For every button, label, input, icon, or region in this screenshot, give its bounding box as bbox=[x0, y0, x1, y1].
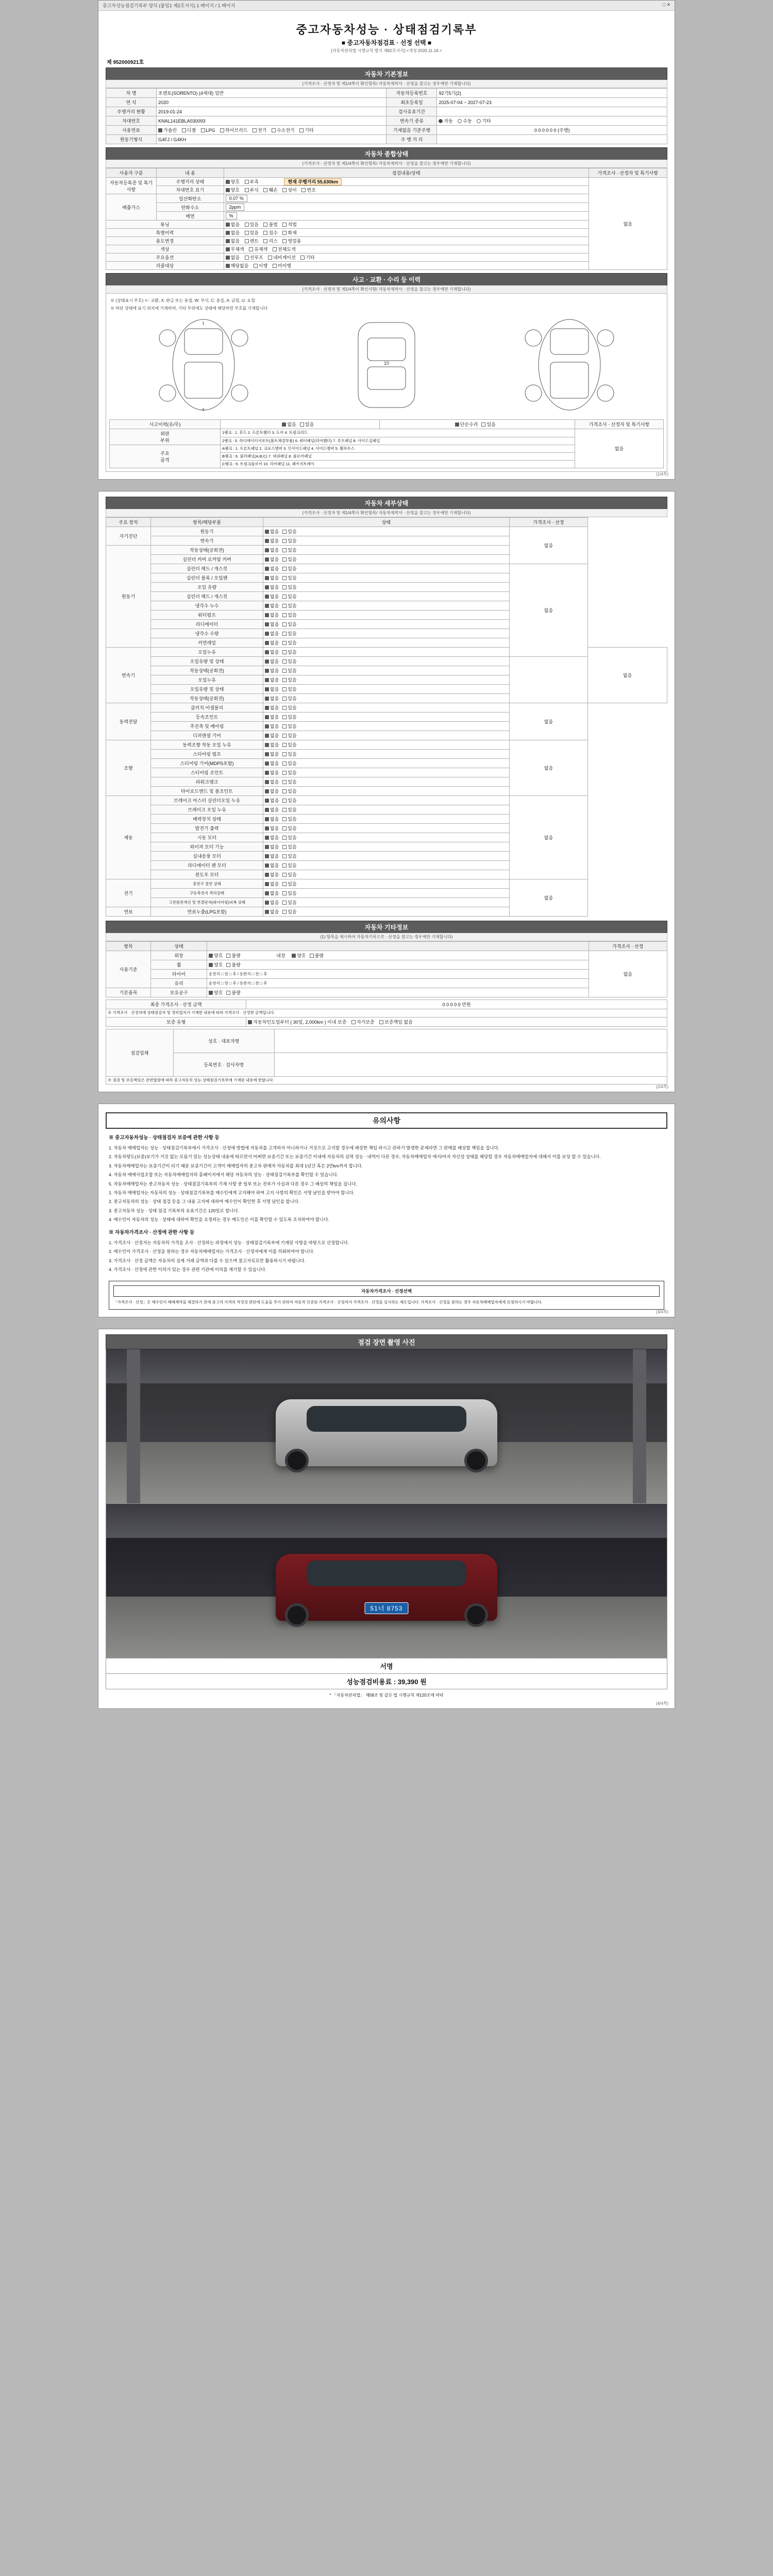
company-table bbox=[106, 1029, 667, 1084]
detail-item-1-2: 실린더 헤드 / 개스킷 bbox=[151, 564, 263, 573]
other-item-3: 유리 bbox=[151, 979, 207, 988]
overall-state-2[interactable]: 0.07 % bbox=[224, 194, 589, 203]
page-number-4: (4/4쪽) bbox=[656, 1701, 668, 1706]
photo-section-title: 점검 장면 촬영 사진 bbox=[106, 1334, 667, 1349]
overall-state-9[interactable]: 없음 선루프 내비게이션 기타 bbox=[224, 253, 589, 262]
detail-state-4-3[interactable]: 없음 있음 bbox=[263, 768, 509, 777]
accident-section-line-0: 1랭크 : 1. 후드 2. 프론트휀더 3. 도어 4. 트렁크리드 bbox=[221, 429, 575, 437]
other-col-1: 상태 bbox=[151, 942, 207, 951]
overall-remark: 없음 bbox=[589, 178, 667, 270]
basic-label-0: 차 명 bbox=[106, 89, 157, 98]
photo-car-rear bbox=[276, 1554, 497, 1621]
final-price-table bbox=[106, 999, 667, 1026]
detail-state-2-3[interactable]: 없음 있음 bbox=[263, 675, 509, 685]
detail-item-1-6: 냉각수 누수 bbox=[151, 601, 263, 611]
detail-item-5-4: 시동 모터 bbox=[151, 833, 263, 842]
notice-item-1-3: 4. 자동차 매매사업조합 또는 자동차매매업자의 홈페이지에서 해당 자동차의 성능 · 상태점검기록부를 확인할 수 있습니다. bbox=[109, 1172, 339, 1178]
notice-item-1-2: 3. 자동차매매업자는 보증기간이 되기 때문 보증기간이 고객이 매매업자의 중고차 판매자 자동차를 최대 1년간 혹은 2만km까지 합니다. bbox=[109, 1163, 363, 1168]
company-label: 점검업체 bbox=[106, 1029, 174, 1076]
detail-item-5-2: 배력장치 상태 bbox=[151, 815, 263, 824]
accident-section-line-3: B랭크 : 6. 필러패널(A,B,C) 7. 대쉬패널 8. 플로어패널 bbox=[221, 453, 575, 461]
detail-item-3-0: 클러치 어셈블리 bbox=[151, 703, 263, 713]
other-item-2: 타이어 bbox=[151, 970, 207, 979]
detail-result-4: 없음 bbox=[509, 740, 587, 796]
basic-label2-2: 검사유효기간 bbox=[386, 107, 437, 116]
basic-label-5: 원동기형식 bbox=[106, 135, 157, 144]
company-value-0 bbox=[274, 1029, 667, 1053]
basic-value-5: G4FJ / G4KH bbox=[157, 135, 386, 144]
basic-value-1: 2020 bbox=[157, 98, 386, 107]
detail-item-1-4: 오일 유량 bbox=[151, 583, 263, 592]
notice-heading-1: ※ 중고자동차성능 · 상태점검자 보증에 관한 사항 등 bbox=[109, 1134, 220, 1141]
detail-item-2-0: 오일누유 bbox=[151, 648, 263, 657]
basic-value-0: 쏘렌토(SORENTO) (4세대) 일반 bbox=[157, 89, 386, 98]
diagram-note-2: ※ 하단 상태에 표기 위치에 기재하며, 기타 부위에도 상태에 해당하면 부호를 기재합니다 bbox=[110, 306, 268, 311]
accident-footer-value: 없음 bbox=[575, 429, 664, 468]
final-price-note: ※ 가격조사 · 산정자에 상태점검자 및 정비업자가 기재한 내용에 따라 가격조사 · 산정한 금액입니다. bbox=[106, 1009, 667, 1017]
accident-section-name-0: 외판 부위 bbox=[110, 429, 221, 445]
detail-state-1-1[interactable]: 없음 있음 bbox=[263, 555, 509, 564]
photo-pillar-left bbox=[127, 1349, 140, 1503]
overall-item-2: 일산화탄소 bbox=[157, 194, 224, 203]
accident-result-0[interactable]: 없음 있음 bbox=[221, 420, 380, 429]
overall-item-4: 매연 bbox=[157, 212, 224, 221]
detail-result-2: 없음 bbox=[588, 648, 667, 703]
section-overall-title: 자동차 종합상태 bbox=[106, 147, 667, 160]
overall-state-10[interactable]: 해당없음 이행 미이행 bbox=[224, 262, 589, 270]
detail-state-2-4[interactable]: 없음 있음 bbox=[263, 685, 509, 694]
detail-state-5-4[interactable]: 없음 있음 bbox=[263, 833, 509, 842]
section-other-title: 자동차 기타정보 bbox=[106, 921, 667, 933]
detail-item-1-3: 실린더 블록 / 오일팬 bbox=[151, 573, 263, 583]
detail-group-1: 원동기 bbox=[106, 546, 151, 648]
notice-item-2-2: 3. 중고자동차 성능 · 상태 점검 기록부의 유효기간은 120일로 합니다. bbox=[109, 1208, 239, 1213]
basic-label-4: 사용연료 bbox=[106, 126, 157, 135]
detail-item-5-6: 실내송풍 모터 bbox=[151, 852, 263, 861]
accident-row-label-0: 사고이력(유/무) bbox=[110, 420, 221, 429]
company-value-3 bbox=[274, 1053, 667, 1076]
photo-wheel-right bbox=[464, 1449, 488, 1472]
detail-state-5-5[interactable]: 없음 있음 bbox=[263, 842, 509, 852]
photo-wheel-left bbox=[285, 1449, 309, 1472]
notice-item-3-1: 2. 매수인이 가격조사 · 산정을 원하는 경우 자동차매매업자는 가격조사 · 산정자에게 이를 의뢰하여야 합니다. bbox=[109, 1249, 314, 1255]
photo2-wheel-left bbox=[285, 1603, 309, 1627]
photo-footnote: * 「자동차관리법」 제58조 및 같은 법 시행규칙 제120조에 따라 bbox=[329, 1693, 444, 1698]
stamp-body: 「가격조사 · 산정」은 매수인이 매매계약을 체결하기 전에 중고차 가격의 적정성 판단에 도움을 주기 위하여 자동차 인증된 가격조사 · 산정자가 가격조사 · 산정을 실시하는 제도입니다. 가격조사 · 산정을 원하는 경우 자동차매매업자에게 요청하시기 바랍니다. bbox=[113, 1300, 543, 1305]
form-reference: [자동차관리법 시행규칙 별지 제82호서식] <개정 2020.11.18.> bbox=[331, 48, 442, 53]
other-col-2 bbox=[207, 942, 589, 951]
signature-label: 서명 bbox=[106, 1658, 667, 1674]
overall-item-0: 주행거리 상태 bbox=[157, 178, 224, 186]
detail-state-1-7[interactable]: 없음 있음 bbox=[263, 611, 509, 620]
detail-state-1-9[interactable]: 없음 있음 bbox=[263, 629, 509, 638]
detail-group-0: 자기진단 bbox=[106, 527, 151, 546]
detail-state-2-5[interactable]: 없음 있음 bbox=[263, 694, 509, 703]
accident-section-line-4: C랭크 : 9. 트렁크플로어 10. 리어패널 11. 패키지트레이 bbox=[221, 461, 575, 468]
window-controls[interactable]: □ ✕ bbox=[662, 2, 670, 7]
detail-state-6-1[interactable]: 없음 있음 bbox=[263, 889, 509, 898]
detail-state-7-0[interactable]: 없음 있음 bbox=[263, 907, 509, 917]
overall-state-3[interactable]: 2ppm bbox=[224, 203, 589, 212]
other-result: 없음 bbox=[589, 951, 667, 997]
detail-state-1-8[interactable]: 없음 있음 bbox=[263, 620, 509, 629]
detail-group-2: 변속기 bbox=[106, 648, 151, 703]
mileage-value: 현재 주행거리 55,630km bbox=[284, 178, 342, 185]
detail-group-3: 동력전달 bbox=[106, 703, 151, 740]
accident-section-name-1: 주요 골격 bbox=[110, 445, 221, 468]
detail-item-4-1: 스티어링 펌프 bbox=[151, 750, 263, 759]
window-topbar bbox=[98, 1, 675, 11]
detail-result-5: 없음 bbox=[509, 796, 587, 879]
detail-item-4-2: 스티어링 기어(MDPS포함) bbox=[151, 759, 263, 768]
warranty-options[interactable]: 자동차인도일부터 ( 30일, 2,000km ) 이내 보증 자가보증 보증책임 없음 bbox=[246, 1017, 667, 1026]
overall-col-1: 내 용 bbox=[157, 168, 224, 178]
document-number: 제 952000921호 bbox=[107, 60, 144, 65]
detail-state-4-0[interactable]: 없음 있음 bbox=[263, 740, 509, 750]
basic-value-3: KNAL141EBLA030093 bbox=[157, 116, 386, 126]
detail-state-1-5[interactable]: 없음 있음 bbox=[263, 592, 509, 601]
section-basic-title: 자동차 기본정보 bbox=[106, 67, 667, 80]
detail-state-5-6[interactable]: 없음 있음 bbox=[263, 852, 509, 861]
detail-item-5-5: 와이퍼 모터 기능 bbox=[151, 842, 263, 852]
accident-section-line-1: 2랭크 : 5. 라디에이터서포트(볼트체결부품) 6. 쿼터패널(리어휀더) 7. 루프패널 8. 사이드실패널 bbox=[221, 437, 575, 445]
accident-diagram bbox=[106, 294, 667, 472]
detail-state-1-2[interactable]: 없음 있음 bbox=[263, 564, 509, 573]
final-price-value: 0 0 0 0 0 만원 bbox=[246, 1000, 667, 1009]
page-title: 중고자동차성능 · 상태점검기록부 bbox=[296, 23, 477, 36]
photo2-rear-glass bbox=[307, 1561, 466, 1586]
notice-item-2-0: 1. 자동차 매매업자는 자동차의 성능 · 상태점검기록부를 매수인에게 고지해야 하며 고지 사항의 확인은 서명 날인을 받아야 합니다. bbox=[109, 1190, 355, 1195]
detail-item-3-2: 추진축 및 베어링 bbox=[151, 722, 263, 731]
detail-state-0-0[interactable]: 없음 있음 bbox=[263, 527, 509, 536]
notice-heading-2: ※ 자동차가격조사 · 산정에 관한 사항 등 bbox=[109, 1229, 195, 1235]
detail-result-3: 없음 bbox=[509, 703, 587, 740]
detail-item-6-2: 고전원전개선 및 연결단자(와이어링)피복 상태 bbox=[151, 898, 263, 907]
detail-col-1: 항목/해당부품 bbox=[151, 518, 263, 527]
svg-text:10: 10 bbox=[383, 361, 389, 366]
notice-item-3-3: 4. 가격조사 · 산정에 관한 이의가 있는 경우 관련 기관에 이의를 제기할 수 있습니다. bbox=[109, 1267, 266, 1273]
other-table bbox=[106, 941, 667, 997]
overall-col-0: 사용자 구분 bbox=[106, 168, 157, 178]
detail-result-6: 없음 bbox=[509, 879, 587, 917]
detail-state-3-2[interactable]: 없음 있음 bbox=[263, 722, 509, 731]
overall-state-8[interactable]: 무채색 유채색 전체도색 bbox=[224, 245, 589, 253]
basic-label-2: 주행거리 현황 bbox=[106, 107, 157, 116]
detail-state-5-2[interactable]: 없음 있음 bbox=[263, 815, 509, 824]
detail-item-5-7: 라디에이터 팬 모터 bbox=[151, 861, 263, 870]
overall-group-0: 자동차등록증 및 특기사항 bbox=[106, 178, 157, 194]
detail-result-0: 없음 bbox=[509, 527, 587, 564]
page-number-3: (3/4쪽) bbox=[656, 1310, 668, 1315]
basic-value-2: 2019-01-24 bbox=[157, 107, 386, 116]
overall-col-2: 점검내용/상태 bbox=[224, 168, 589, 178]
notice-item-1-1: 2. 자동차양도(보증)보기가 거짓 없는 모름기 있는 성능상태 내용에 따르면서 어쩌면 보증기간 또는 보증기간 이내에 자동차의 실력 성능 · 내역이 다른 경우, 자동차매매업자 에서/어지 자신상 상태를 해당할 경우 자동차매매업자에 대해서 이를 보상 할 수 있습니다. bbox=[109, 1154, 601, 1160]
detail-item-2-3: 오일누유 bbox=[151, 675, 263, 685]
page-number-1: (1/4쪽) bbox=[656, 472, 668, 477]
fuel-options[interactable]: 가솔린 디젤 LPG 하이브리드 전기 수소전기 기타 bbox=[157, 126, 386, 135]
basic-value2-1: 2025-07-04 ~ 2027-07-23 bbox=[437, 98, 667, 107]
detail-state-5-8[interactable]: 없음 있음 bbox=[263, 870, 509, 879]
detail-item-1-0: 작동상태(공회전) bbox=[151, 546, 263, 555]
other-col-3: 가격조사 · 산정 bbox=[589, 942, 667, 951]
notice-body bbox=[106, 1134, 667, 1310]
detail-group-4: 조향 bbox=[106, 740, 151, 796]
photo2-ceiling bbox=[106, 1504, 667, 1538]
photo-car-front bbox=[276, 1399, 497, 1466]
accident-result-table bbox=[109, 419, 664, 468]
detail-state-1-3[interactable]: 없음 있음 bbox=[263, 573, 509, 583]
detail-item-2-5: 작동상태(공회전) bbox=[151, 694, 263, 703]
detail-result-1: 없음 bbox=[509, 564, 587, 657]
detail-state-4-1[interactable]: 없음 있음 bbox=[263, 750, 509, 759]
detail-item-1-10: 커먼레일 bbox=[151, 638, 263, 648]
section-other-sub: (1) 항목을 제시하여 자동차기록으로 · 산정을 참고는 경우에만 기재합니다) bbox=[106, 933, 667, 941]
overall-state-7[interactable]: 없음 렌트 리스 영업용 bbox=[224, 237, 589, 245]
detail-group-8: 연료 bbox=[106, 907, 151, 917]
overall-item-9: 주요옵션 bbox=[106, 253, 224, 262]
overall-item-10: 리콜대상 bbox=[106, 262, 224, 270]
detail-item-5-1: 브레이크 오일 누유 bbox=[151, 805, 263, 815]
basic-label2-3: 변속기 종류 bbox=[386, 116, 437, 126]
transmission-options[interactable]: 자동 수동 기타 bbox=[437, 116, 667, 126]
section-detail-sub: (가격조사 · 산정자 및 제1/4쪽이 확인항목/ 자동차제작사 · 산정을 참고는 경우에만 기재합니다) bbox=[106, 509, 667, 517]
detail-item-2-2: 작동상태(공회전) bbox=[151, 666, 263, 675]
car-diagram-left bbox=[139, 313, 268, 416]
overall-item-5: 튜닝 bbox=[106, 221, 224, 229]
other-state-2[interactable]: 운전석 □ 전 □ 후 / 동반석 □ 전 □ 후 bbox=[207, 970, 589, 979]
detail-item-1-7: 워터펌프 bbox=[151, 611, 263, 620]
car-diagram-center bbox=[327, 313, 446, 416]
basic-info-table bbox=[106, 88, 667, 144]
detail-state-5-3[interactable]: 없음 있음 bbox=[263, 824, 509, 833]
photo-ceiling bbox=[106, 1349, 667, 1383]
detail-item-1-8: 라디에이터 bbox=[151, 620, 263, 629]
detail-state-3-0[interactable]: 없음 있음 bbox=[263, 703, 509, 713]
inspection-fee: 성능점검비용료 : 39,390 원 bbox=[106, 1674, 667, 1689]
basic-value2-0: 92기5기(2) bbox=[437, 89, 667, 98]
detail-item-6-0: 충전구 절연 상태 bbox=[151, 879, 263, 889]
car-diagrams bbox=[109, 313, 664, 416]
other-item-0b: 내장 bbox=[276, 953, 285, 959]
car-diagram-right bbox=[505, 313, 634, 416]
notice-item-2-3: 4. 매수인이 자동차의 성능 · 상태에 대하여 확인을 요청하는 경우 매도인은 이를 확인할 수 있도록 조치하여야 합니다. bbox=[109, 1217, 329, 1223]
page-4 bbox=[98, 1329, 675, 1709]
detail-item-4-3: 스티어링 조인트 bbox=[151, 768, 263, 777]
detail-state-0-1[interactable]: 없음 있음 bbox=[263, 536, 509, 546]
company-note: ※ 점검 및 보증책임은 관련법령에 따라 중고자동차 성능·상태점검기록부에 기재된 내용에 한합니다. bbox=[106, 1076, 667, 1084]
page-2 bbox=[98, 491, 675, 1092]
basic-label-1: 연 식 bbox=[106, 98, 157, 107]
detail-item-4-0: 동력조향 작동 오일 누유 bbox=[151, 740, 263, 750]
detail-state-5-7[interactable]: 없음 있음 bbox=[263, 861, 509, 870]
detail-item-4-5: 타이로드엔드 및 볼조인트 bbox=[151, 787, 263, 796]
basic-label2-1: 최초등록일 bbox=[386, 98, 437, 107]
detail-state-6-0[interactable]: 없음 있음 bbox=[263, 879, 509, 889]
detail-state-3-3[interactable]: 없음 있음 bbox=[263, 731, 509, 740]
detail-item-0-0: 원동기 bbox=[151, 527, 263, 536]
section-accident-title: 사고 · 교환 · 수리 등 이력 bbox=[106, 273, 667, 285]
other-item-4: 보유공구 bbox=[151, 988, 207, 997]
basic-value2-5 bbox=[437, 135, 667, 144]
other-col-0: 항목 bbox=[106, 942, 151, 951]
detail-item-7-0: 연료누출(LPG포함) bbox=[151, 907, 263, 917]
page-number-2: (2/4쪽) bbox=[656, 1084, 668, 1089]
overall-state-6[interactable]: 없음 있음 침수 화재 bbox=[224, 229, 589, 237]
detail-state-2-0[interactable]: 없음 있음 bbox=[263, 648, 509, 657]
overall-item-7: 용도변경 bbox=[106, 237, 224, 245]
diagram-note-1: ※ (상태표시 부호) ㅌ: 교환, X: 판금 또는 용접, W: 부식, C: 흠집, A: 긁힘, U: 요철 bbox=[110, 298, 255, 303]
overall-item-1: 차대번호 표기 bbox=[157, 186, 224, 194]
detail-item-1-1: 실린더 커버 로커암 커버 bbox=[151, 555, 263, 564]
overall-item-6: 특별이력 bbox=[106, 229, 224, 237]
other-state-4[interactable]: 양호 불량 bbox=[207, 988, 589, 997]
detail-col-3: 가격조사 · 산정 bbox=[509, 518, 587, 527]
section-basic-sub: (가격조사 · 산정자 및 제1/4쪽이 확인항목/ 자동차제작사 · 산정을 참고는 경우에만 기재합니다) bbox=[106, 80, 667, 88]
detail-item-6-1: 구동축전지 격리상태 bbox=[151, 889, 263, 898]
overall-col-3: 가격조사 · 산정자 및 특기사항 bbox=[589, 168, 667, 178]
other-item-1: 휠 bbox=[151, 960, 207, 970]
photo-windshield bbox=[307, 1406, 466, 1431]
accident-result-1[interactable]: 단순수리 있음 bbox=[379, 420, 575, 429]
notice-item-3-0: 1. 가격조사 · 산정자는 자동차의 가격을 조사 · 산정하는 과정에서 성능 · 상태점검기록부에 기재된 사항을 바탕으로 산정합니다. bbox=[109, 1240, 349, 1245]
basic-label2-0: 자동차등록번호 bbox=[386, 89, 437, 98]
detail-state-2-2[interactable]: 없음 있음 bbox=[263, 666, 509, 675]
detail-state-2-1[interactable]: 없음 있음 bbox=[263, 657, 509, 666]
overall-state-4[interactable]: % bbox=[224, 212, 589, 221]
overall-state-1[interactable]: 양호 부식 훼손 상이 변조 bbox=[224, 186, 589, 194]
detail-state-1-0[interactable]: 없음 있음 bbox=[263, 546, 509, 555]
detail-item-4-4: 파워크랭크 bbox=[151, 777, 263, 787]
basic-value2-4: 0 0 0 0 0 0 (주행) bbox=[437, 126, 667, 135]
detail-col-2: 상태 bbox=[263, 518, 509, 527]
detail-state-1-10[interactable]: 없음 있음 bbox=[263, 638, 509, 648]
overall-item-8: 색상 bbox=[106, 245, 224, 253]
notice-title: 유의사항 bbox=[106, 1112, 667, 1129]
detail-item-3-1: 등속조인트 bbox=[151, 713, 263, 722]
license-plate: 51너 8753 bbox=[365, 1602, 409, 1614]
detail-col-0: 주요 장치 bbox=[106, 518, 151, 527]
detail-item-2-4: 오일유량 및 상태 bbox=[151, 685, 263, 694]
other-group-0: 사용기준 bbox=[106, 951, 151, 988]
overall-state-0[interactable]: 양호 부족 현재 주행거리 55,630km bbox=[224, 178, 589, 186]
detail-group-6: 전기 bbox=[106, 879, 151, 907]
detail-item-5-0: 브레이크 마스터 실린더오일 누유 bbox=[151, 796, 263, 805]
other-state-0[interactable]: 양호 불량 내장 양호 불량 bbox=[207, 951, 589, 960]
detail-item-2-1: 오일유량 및 상태 bbox=[151, 657, 263, 666]
detail-table bbox=[106, 517, 667, 917]
detail-state-5-1[interactable]: 없음 있음 bbox=[263, 805, 509, 815]
basic-label-3: 차대번호 bbox=[106, 116, 157, 126]
basic-label2-5: 주 행 거 리 bbox=[386, 135, 437, 144]
detail-state-6-2[interactable]: 없음 있음 bbox=[263, 898, 509, 907]
photo-1 bbox=[106, 1349, 667, 1504]
final-price-label: 최종 가격조사 · 산정 금액 bbox=[106, 1000, 246, 1009]
detail-state-3-1[interactable]: 없음 있음 bbox=[263, 713, 509, 722]
detail-item-3-3: 디퍼렌셜 기어 bbox=[151, 731, 263, 740]
page-1 bbox=[98, 0, 675, 480]
detail-state-5-0[interactable]: 없음 있음 bbox=[263, 796, 509, 805]
detail-item-5-3: 발전기 출력 bbox=[151, 824, 263, 833]
basic-label2-4: 기재없음 기준주행 bbox=[386, 126, 437, 135]
overall-table bbox=[106, 168, 667, 270]
page-3 bbox=[98, 1104, 675, 1318]
detail-group-5: 제동 bbox=[106, 796, 151, 879]
basic-value2-2 bbox=[437, 107, 667, 116]
warranty-label: 보증 유형 bbox=[106, 1017, 246, 1026]
notice-item-2-1: 2. 중고자동차의 성능 · 상태 점검 등을 그 내용 고지에 대하여 매수인이 확인한 후 서명 날인을 합니다. bbox=[109, 1199, 300, 1205]
page-subtitle: ■ 중고자동차점검표 · 선정 선택 ■ bbox=[341, 39, 432, 46]
other-item-0: 외장 bbox=[151, 951, 207, 960]
detail-state-4-2[interactable]: 없음 있음 bbox=[263, 759, 509, 768]
notice-item-1-0: 1. 자동차 매매업자는 성능 · 상태점검기록부에서 가격조사 · 산정에 방법에 자동차를 고객하지 아니하거나 거짓으로 고지할 경우에 배상한 책임 하시고 관하기 발생한 문제라면 그 판매를 배상할 책임을 집니다. bbox=[109, 1145, 500, 1150]
photo2-wheel-right bbox=[464, 1603, 488, 1627]
overall-item-3: 탄화수소 bbox=[157, 203, 224, 212]
detail-item-1-9: 냉각수 수량 bbox=[151, 629, 263, 638]
section-accident-sub: (가격조사 · 산정자 및 제1/4쪽이 확인사항/ 자동차제작사 · 산정을 참고는 경우에만 기재합니다) bbox=[106, 285, 667, 294]
detail-state-4-4[interactable]: 없음 있음 bbox=[263, 777, 509, 787]
svg-text:4: 4 bbox=[201, 408, 205, 412]
window-title: 중고차성능점검기록부 양식 (붙임1 제2호서식) 1 페이지 / 1 페이지 bbox=[103, 3, 236, 8]
overall-group-1: 배출가스 bbox=[106, 194, 157, 221]
detail-item-0-1: 변속기 bbox=[151, 536, 263, 546]
other-state-3[interactable]: 운전석 □ 전 □ 후 / 동반석 □ 전 □ 후 bbox=[207, 979, 589, 988]
stamp-title: 자동차가격조사 · 산정선택 bbox=[113, 1285, 660, 1297]
detail-state-4-5[interactable]: 없음 있음 bbox=[263, 787, 509, 796]
company-key-3: 등록번호 · 검사자명 bbox=[173, 1053, 274, 1076]
accident-footer-label: 가격조사 · 산정자 및 특기사항 bbox=[575, 420, 664, 429]
other-state-1[interactable]: 양호 불량 bbox=[207, 960, 589, 970]
svg-text:1: 1 bbox=[201, 321, 205, 326]
notice-item-3-2: 3. 가격조사 · 산정 금액은 자동차의 실제 거래 금액과 다를 수 있으며 참고자료로만 활용하시기 바랍니다. bbox=[109, 1258, 306, 1263]
section-overall-sub: (가격조사 · 산정자 및 제1/4쪽이 확인항목/ 자동차제작사 · 산정을 참고는 경우에만 기재합니다) bbox=[106, 160, 667, 168]
detail-state-1-4[interactable]: 없음 있음 bbox=[263, 583, 509, 592]
photo-2 bbox=[106, 1504, 667, 1658]
company-key-0: 상호 · 대표자명 bbox=[173, 1029, 274, 1053]
accident-section-line-2: A랭크 : 1. 프론트패널 2. 크로스멤버 3. 인사이드패널 4. 사이드멤버 5. 휠하우스 bbox=[221, 445, 575, 453]
photo-pillar-right bbox=[633, 1349, 646, 1503]
detail-item-1-5: 실린더 헤드 / 개스킷 bbox=[151, 592, 263, 601]
notice-item-1-4: 5. 자동차매매업자는 중고자동차 성능 · 상태점검기록부의 기재 사항 중 일부 또는 전부가 사실과 다른 경우 그 배상의 책임을 집니다. bbox=[109, 1181, 357, 1187]
other-group-1: 기본품목 bbox=[106, 988, 151, 997]
detail-state-1-6[interactable]: 없음 있음 bbox=[263, 601, 509, 611]
section-detail-title: 자동차 세부상태 bbox=[106, 497, 667, 509]
detail-item-5-8: 윈도우 모터 bbox=[151, 870, 263, 879]
overall-state-5[interactable]: 없음 있음 불법 적법 bbox=[224, 221, 589, 229]
